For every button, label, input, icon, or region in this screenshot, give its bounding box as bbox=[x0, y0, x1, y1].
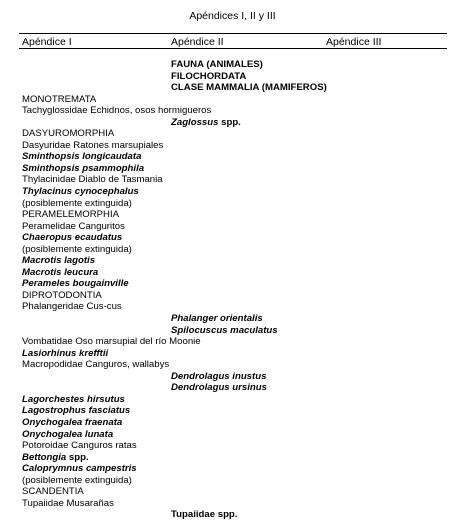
species-name bbox=[22, 452, 89, 464]
column-header-appendix-1: Apéndice I bbox=[22, 36, 72, 48]
table-row bbox=[0, 336, 465, 348]
row-text: Macropodidae Canguros, wallabys bbox=[22, 359, 170, 371]
taxon-label bbox=[22, 498, 114, 510]
taxon-label bbox=[22, 475, 132, 487]
row-suffix: spp. bbox=[218, 116, 241, 128]
row-text: (posiblemente extinguida) bbox=[22, 474, 132, 486]
row-text: Tachyglossidae Echidnos, osos hormigueros bbox=[22, 105, 212, 117]
taxon-label bbox=[22, 359, 169, 371]
taxon-label bbox=[22, 301, 122, 313]
page-title: Apéndices I, II y III bbox=[189, 10, 276, 22]
table-row bbox=[0, 232, 465, 244]
row-text: MONOTREMATA bbox=[22, 93, 97, 105]
species-name bbox=[22, 186, 139, 198]
row-text: Caloprymnus campestris bbox=[22, 463, 137, 475]
species-name bbox=[22, 151, 141, 163]
row-text: Bettongia bbox=[22, 451, 67, 463]
row-text: FAUNA (ANIMALES) bbox=[171, 59, 263, 70]
table-row bbox=[0, 163, 465, 175]
table-row bbox=[0, 509, 465, 521]
table-row bbox=[0, 371, 465, 383]
row-text: Lagorchestes hirsutus bbox=[22, 393, 125, 405]
species-name bbox=[22, 394, 125, 406]
species-name bbox=[171, 382, 267, 394]
species-name bbox=[171, 325, 278, 337]
table-row bbox=[0, 209, 465, 221]
header-bottom-rule bbox=[19, 48, 447, 49]
column-header-appendix-2: Apéndice II bbox=[171, 36, 224, 48]
table-row bbox=[0, 244, 465, 256]
species-name bbox=[22, 429, 113, 441]
row-text: Thylacinidae Diablo de Tasmania bbox=[22, 174, 163, 186]
row-text: Phalanger orientalis bbox=[171, 313, 263, 325]
table-row bbox=[0, 186, 465, 198]
species-name bbox=[22, 232, 122, 244]
taxon-label bbox=[22, 140, 163, 152]
row-text: Dendrolagus inustus bbox=[171, 370, 267, 382]
species-name bbox=[171, 117, 241, 129]
taxon-label bbox=[22, 221, 125, 233]
species-name bbox=[22, 267, 98, 279]
taxon-heading bbox=[171, 59, 263, 71]
row-text: Tupaiidae spp. bbox=[171, 509, 238, 521]
row-text: Sminthopsis longicaudata bbox=[22, 151, 142, 163]
table-row bbox=[0, 198, 465, 210]
row-text: Thylacinus cynocephalus bbox=[22, 186, 139, 198]
table-row bbox=[0, 278, 465, 290]
row-text: Dasyuridae Ratones marsupiales bbox=[22, 139, 164, 151]
table-row bbox=[0, 105, 465, 117]
table-row bbox=[0, 382, 465, 394]
column-header-appendix-3: Apéndice III bbox=[326, 36, 382, 48]
table-row bbox=[0, 498, 465, 510]
table-row bbox=[0, 59, 465, 71]
table-row bbox=[0, 405, 465, 417]
table-top-rule bbox=[19, 33, 447, 34]
table-row bbox=[0, 255, 465, 267]
taxon-label bbox=[22, 174, 163, 186]
row-text: Spilocuscus maculatus bbox=[171, 324, 278, 336]
table-row bbox=[0, 267, 465, 279]
table-row bbox=[0, 475, 465, 487]
table-row bbox=[0, 452, 465, 464]
row-text: (posiblemente extinguida) bbox=[22, 243, 132, 255]
row-text: Lagostrophus fasciatus bbox=[22, 405, 131, 417]
species-name bbox=[171, 313, 263, 325]
species-name bbox=[171, 371, 266, 383]
species-list bbox=[0, 59, 465, 521]
taxon-label bbox=[22, 209, 119, 221]
row-text: PERAMELEMORPHIA bbox=[22, 209, 120, 221]
table-row bbox=[0, 313, 465, 325]
table-row bbox=[0, 359, 465, 371]
taxon-label bbox=[22, 105, 211, 117]
row-text: Onychogalea lunata bbox=[22, 428, 114, 440]
table-row bbox=[0, 463, 465, 475]
row-text: Chaeropus ecaudatus bbox=[22, 232, 123, 244]
taxon-label bbox=[22, 336, 201, 348]
row-text: Perameles bougainville bbox=[22, 278, 129, 290]
row-text: Peramelidae Canguritos bbox=[22, 220, 125, 232]
species-name bbox=[22, 163, 144, 175]
species-name bbox=[22, 417, 122, 429]
row-text: Onychogalea fraenata bbox=[22, 416, 123, 428]
table-row bbox=[0, 301, 465, 313]
table-row bbox=[0, 486, 465, 498]
species-name bbox=[22, 278, 129, 290]
table-row bbox=[0, 117, 465, 129]
table-row bbox=[0, 71, 465, 83]
taxon-label bbox=[22, 128, 114, 140]
row-text: DIPROTODONTIA bbox=[22, 289, 102, 301]
taxon-label bbox=[22, 440, 137, 452]
row-text: Sminthopsis psammophila bbox=[22, 162, 145, 174]
table-row bbox=[0, 417, 465, 429]
species-name bbox=[22, 255, 95, 267]
row-text: Macrotis lagotis bbox=[22, 255, 96, 267]
table-row bbox=[0, 221, 465, 233]
taxon-label bbox=[22, 198, 132, 210]
taxon-label bbox=[22, 244, 132, 256]
row-text: Macrotis leucura bbox=[22, 266, 99, 278]
row-suffix: spp. bbox=[66, 451, 89, 463]
row-text: (posiblemente extinguida) bbox=[22, 197, 132, 209]
species-name bbox=[22, 405, 130, 417]
table-row bbox=[0, 440, 465, 452]
table-row bbox=[0, 128, 465, 140]
taxon-label bbox=[22, 290, 102, 302]
species-name bbox=[22, 348, 108, 360]
row-text: Dendrolagus ursinus bbox=[171, 382, 267, 394]
row-text: FILOCHORDATA bbox=[171, 70, 247, 82]
row-text: SCANDENTIA bbox=[22, 486, 84, 498]
table-row bbox=[0, 325, 465, 337]
row-text: Lasiorhinus krefftii bbox=[22, 347, 109, 359]
table-row bbox=[0, 82, 465, 94]
row-text: Potoroidae Canguros ratas bbox=[22, 440, 137, 452]
taxon-heading bbox=[171, 71, 246, 83]
taxon-heading bbox=[171, 82, 327, 94]
table-row bbox=[0, 348, 465, 360]
table-row bbox=[0, 151, 465, 163]
row-text: Zaglossus bbox=[171, 116, 219, 128]
table-row bbox=[0, 290, 465, 302]
row-text: Phalangeridae Cus-cus bbox=[22, 301, 122, 313]
row-text: Vombatidae Oso marsupial del río Moonie bbox=[22, 336, 201, 348]
row-text: CLASE MAMMALIA (MAMIFEROS) bbox=[171, 82, 327, 94]
table-row bbox=[0, 174, 465, 186]
table-row bbox=[0, 429, 465, 441]
taxon-label bbox=[22, 94, 96, 106]
taxon-heading bbox=[171, 509, 237, 521]
table-row bbox=[0, 140, 465, 152]
table-row bbox=[0, 94, 465, 106]
taxon-label bbox=[22, 486, 84, 498]
row-text: Tupaiidae Musarañas bbox=[22, 497, 114, 509]
species-name bbox=[22, 463, 137, 475]
table-row bbox=[0, 394, 465, 406]
row-text: DASYUROMORPHIA bbox=[22, 128, 115, 140]
